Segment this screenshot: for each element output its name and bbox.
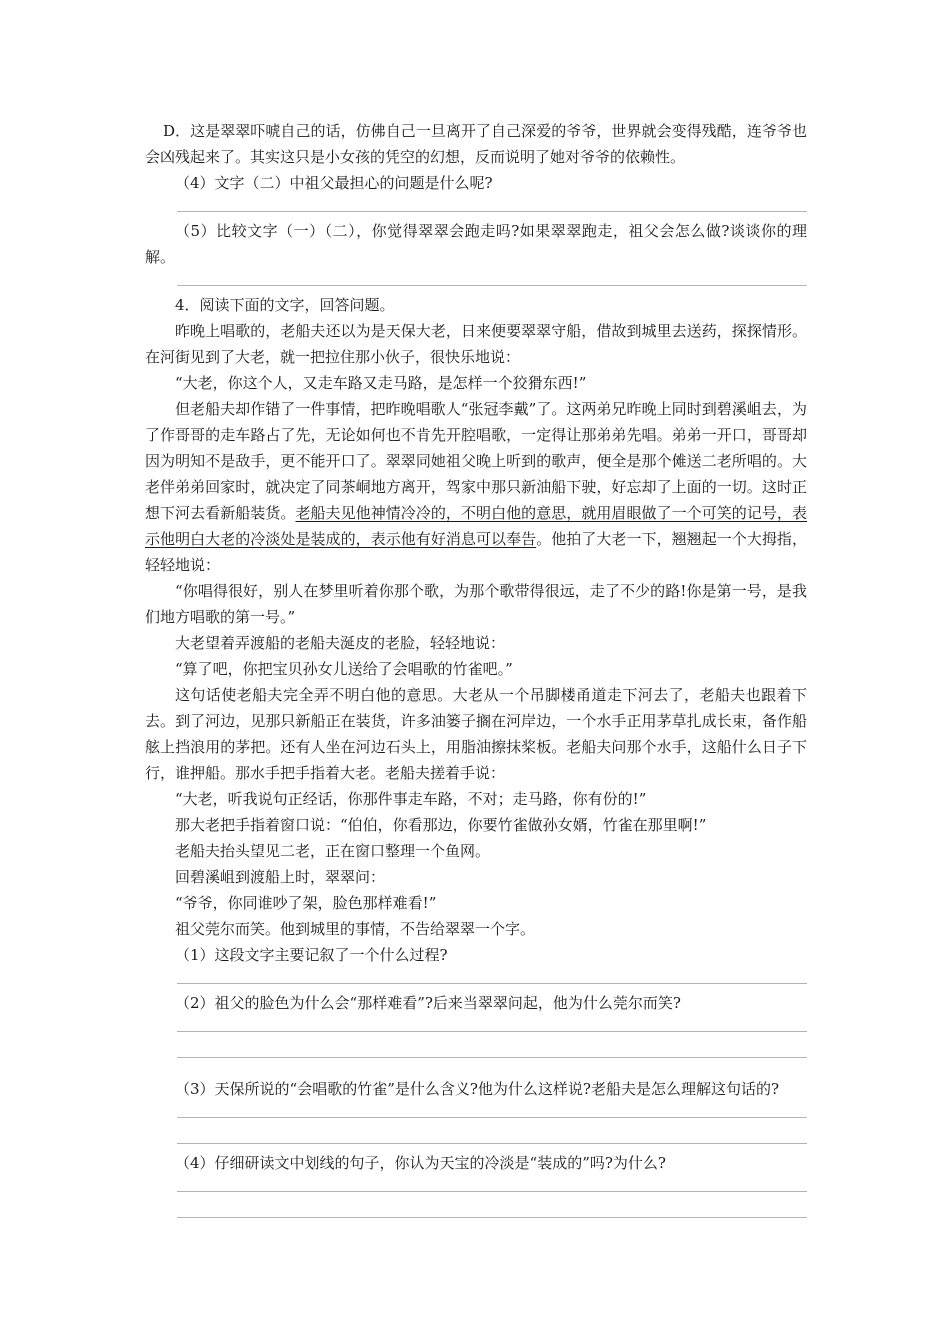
- paragraph: 大老望着弄渡船的老船夫涎皮的老脸，轻轻地说：: [175, 634, 506, 652]
- answer-line[interactable]: [177, 1116, 807, 1118]
- paragraph: “爷爷，你同谁吵了架，脸色那样难看!”: [175, 894, 437, 912]
- question-2: （2）祖父的脸色为什么会“那样难看”?后来当翠翠问起，他为什么莞尔而笑?: [175, 994, 681, 1012]
- paragraph: 昨晚上唱歌的，老船夫还以为是天保大老，日来便要翠翠守船，借故到城里去送药，探探情形。在河街见到了大老，就一把拉住那小伙子，很快乐地说：: [145, 322, 807, 366]
- option-d: D．这是翠翠吓唬自己的话，仿佛自己一旦离开了自己深爱的爷爷，世界就会变得残酷，连爷爷也会凶残起来了。其实这只是小女孩的凭空的幻想，反而说明了她对爷爷的依赖性。: [145, 122, 807, 166]
- section-4-heading: 4．阅读下面的文字，回答问题。: [175, 296, 395, 314]
- document-page: [145, 118, 807, 1218]
- answer-line[interactable]: [177, 210, 807, 212]
- paragraph: “你唱得很好，别人在梦里听着你那个歌，为那个歌带得很远，走了不少的路!你是第一号，是我们地方唱歌的第一号。”: [145, 582, 807, 626]
- answer-line[interactable]: [177, 1216, 807, 1218]
- paragraph: 那大老把手指着窗口说：“伯伯，你看那边，你要竹雀做孙女婿，竹雀在那里啊!”: [175, 816, 707, 834]
- paragraph: 老船夫抬头望见二老，正在窗口整理一个鱼网。: [175, 842, 491, 860]
- paragraph-with-underline: [145, 396, 807, 578]
- paragraph: 这句话使老船夫完全弄不明白他的意思。大老从一个吊脚楼甬道走下河去了，老船夫也跟着下去。到了河边，见那只新船正在装货，许多油篓子搁在河岸边，一个水手正用茅草扎成长束，备作船舷上挡浪用的茅把。还有人坐在河边石头上，用脂油擦抹桨板。老船夫问那个水手，这船什么日子下行，谁押船。那水手把手指着大老。老船夫搓着手说：: [145, 686, 807, 782]
- question-4-prev: （4）文字（二）中祖父最担心的问题是什么呢?: [175, 174, 493, 192]
- paragraph: “大老，听我说句正经话，你那件事走车路，不对；走马路，你有份的!”: [175, 790, 647, 808]
- paragraph: 回碧溪岨到渡船上时，翠翠问：: [175, 868, 386, 886]
- answer-line[interactable]: [177, 1030, 807, 1032]
- answer-line[interactable]: [177, 982, 807, 984]
- paragraph-text: 。他拍了大老一下，翘翘起一个大拇指，轻轻地说：: [145, 530, 807, 574]
- paragraph: 祖父莞尔而笑。他到城里的事情，不告给翠翠一个字。: [175, 920, 536, 938]
- answer-line[interactable]: [177, 284, 807, 286]
- paragraph: “大老，你这个人，又走车路又走马路，是怎样一个狡猾东西!”: [175, 374, 587, 392]
- answer-line[interactable]: [177, 1056, 807, 1058]
- question-1: （1）这段文字主要记叙了一个什么过程?: [175, 946, 448, 964]
- paragraph: “算了吧，你把宝贝孙女儿送给了会唱歌的竹雀吧。”: [175, 660, 513, 678]
- paragraph-text: 但老船夫却作错了一件事情，把昨晚唱歌人“张冠李戴”了。这两弟兄昨晚上同时到碧溪岨去，为了作哥哥的走车路占了先，无论如何也不肯先开腔唱歌，一定得让那弟弟先唱。弟弟一开口，哥哥却因为明知不是敌手，更不能开口了。翠翠同她祖父晚上听到的歌声，便全是那个傩送二老所唱的。大老伴弟弟回家时，就决定了同茶峒地方离开，驾家中那只新油船下驶，好忘却了上面的一切。这时正想下河去看新船装货。: [145, 400, 807, 522]
- answer-line[interactable]: [177, 1142, 807, 1144]
- underlined-sentence: 老船夫见他神情冷冷的，不明白他的意思，就用眉眼做了一个可笑的记号，表示他明白大老的冷淡处是装成的，表示他有好消息可以奉告: [145, 504, 807, 548]
- question-4: （4）仔细研读文中划线的句子，你认为天宝的冷淡是“装成的”吗?为什么?: [175, 1154, 666, 1172]
- question-3: （3）天保所说的“会唱歌的竹雀”是什么含义?他为什么这样说?老船夫是怎么理解这句话的?: [175, 1080, 780, 1098]
- question-5-prev: （5）比较文字（一）（二），你觉得翠翠会跑走吗?如果翠翠跑走，祖父会怎么做?谈谈你的理解。: [145, 222, 807, 266]
- answer-line[interactable]: [177, 1190, 807, 1192]
